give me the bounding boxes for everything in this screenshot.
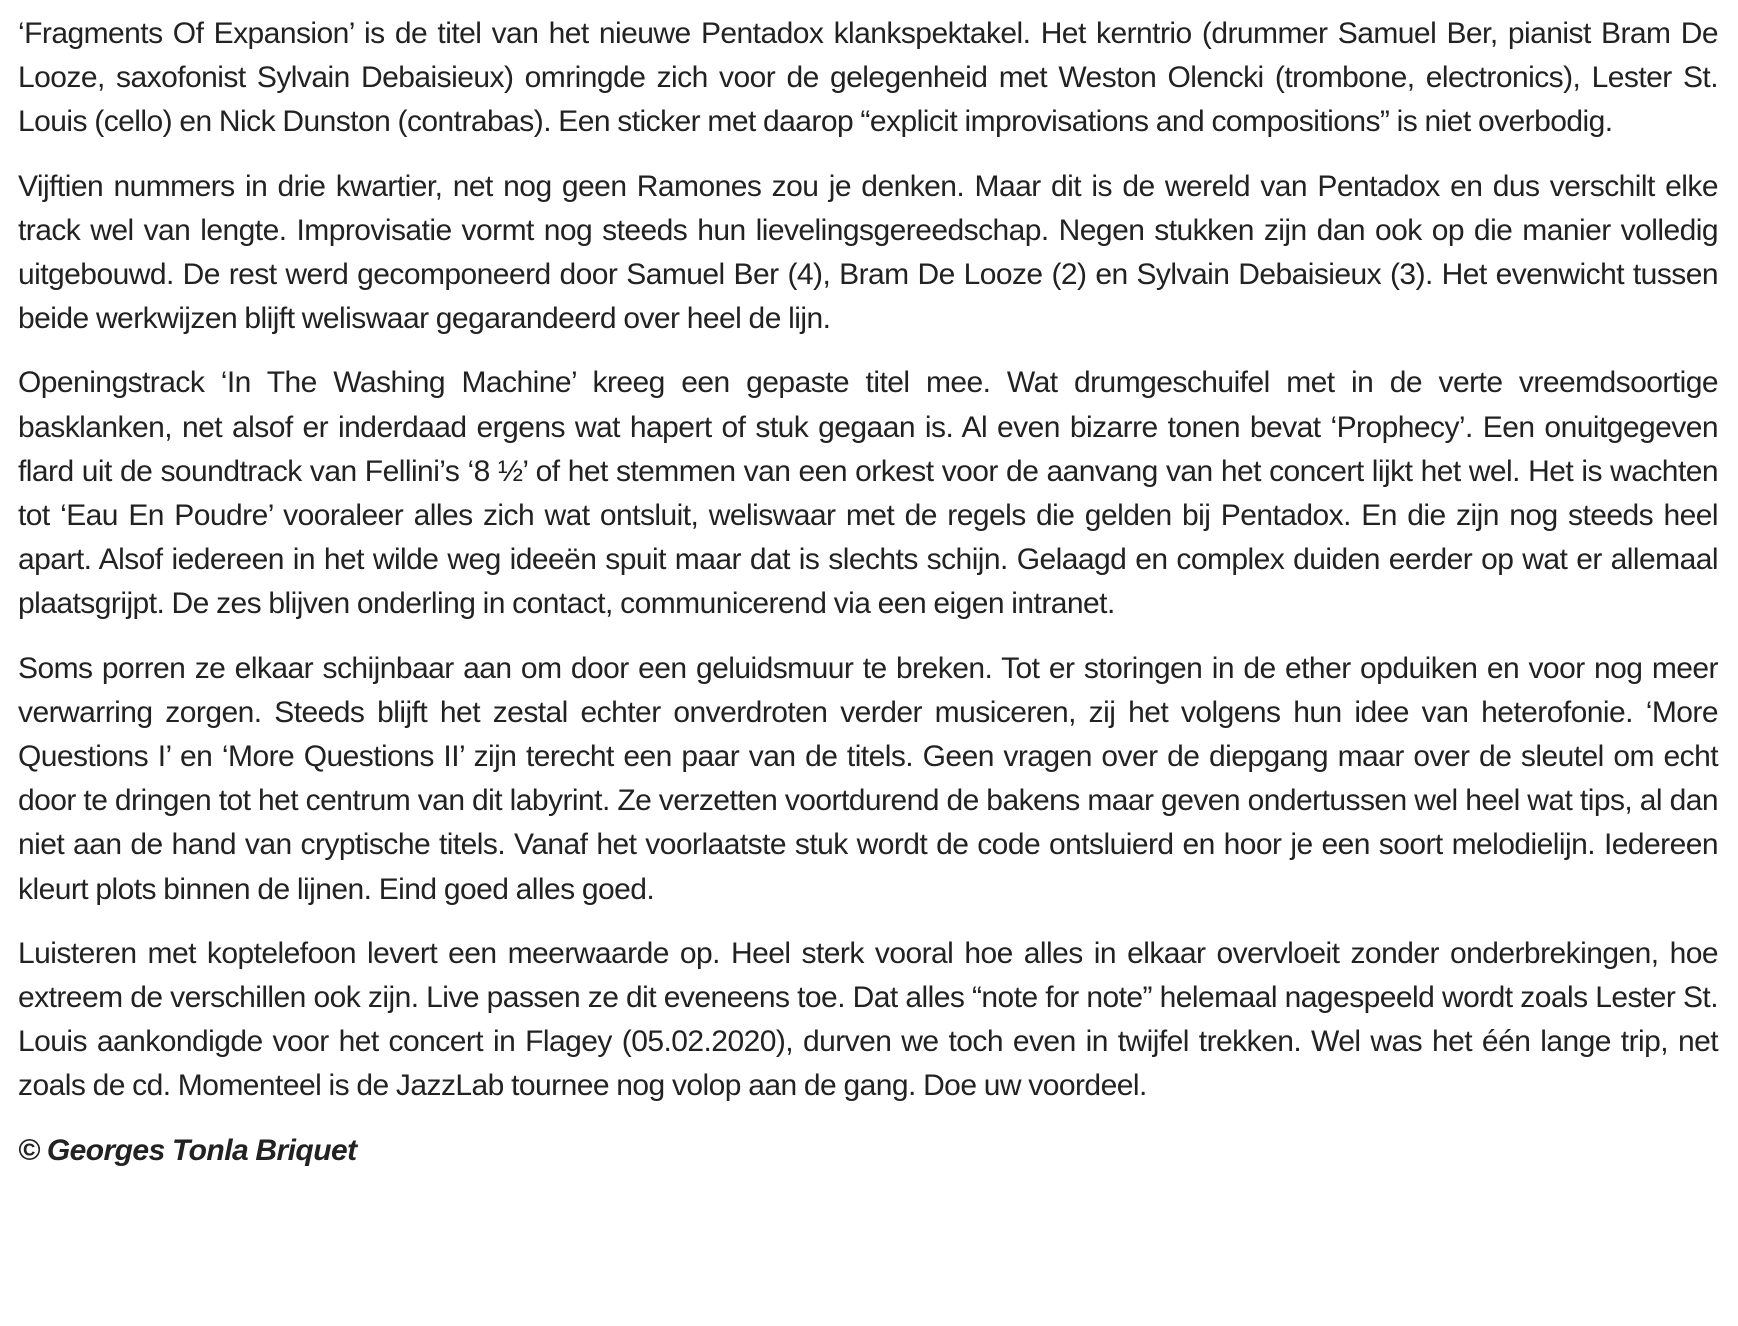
paragraph-tracks: Vijftien nummers in drie kwartier, net nog geen Ramones zou je denken. Maar dit is de wereld van Pentadox en dus verschilt elke track wel van lengte. Improvisatie vormt nog steeds hun lievelingsgereedschap. Negen stukken zijn dan ook op die manier volledig uitgebouwd. De rest werd gecomponeerd door Samuel Ber (4), Bram De Looze (2) en Sylvain Debaisieux (3). Het evenwicht tussen beide werkwijzen blijft weliswaar gegarandeerd over heel de lijn. [18,169,1718,336]
paragraph-conclusion: Luisteren met koptelefoon levert een meerwaarde op. Heel sterk vooral hoe alles in elkaar overvloeit zonder onderbrekingen, hoe extreem de verschillen ook zijn. Live passen ze dit eveneens toe. Dat alles “note for note” helemaal nagespeeld wordt zoals Lester St. Louis aankondigde voor het concert in Flagey (05.02.2020), durven we toch even in twijfel trekken. Wel was het één lange trip, net zoals de cd. Momenteel is de JazzLab tournee nog volop aan de gang. Doe uw voordeel. [18,936,1718,1103]
paragraph-intro: ‘Fragments Of Expansion’ is de titel van het nieuwe Pentadox klankspektakel. Het kerntrio (drummer Samuel Ber, pianist Bram De Looze, saxofonist Sylvain Debaisieux) omringde zich voor de gelegenheid met Weston Olencki (trombone, electronics), Lester St. Louis (cello) en Nick Dunston (contrabas). Een sticker met daarop “explicit improvisations and compositions” is niet overbodig. [18,17,1718,139]
paragraph-interplay: Soms porren ze elkaar schijnbaar aan om door een geluidsmuur te breken. Tot er storingen in de ether opduiken en voor nog meer verwarring zorgen. Steeds blijft het zestal echter onverdroten verder musiceren, zij het volgens hun idee van heterofonie. ‘More Questions I’ en ‘More Questions II’ zijn terecht een paar van de titels. Geen vragen over de diepgang maar over de sleutel om echt door te dringen tot het centrum van dit labyrint. Ze verzetten voortdurend de bakens maar geven ondertussen wel heel wat tips, al dan niet aan de hand van cryptische titels. Vanaf het voorlaatste stuk wordt de code ontsluierd en hoor je een soort melodielijn. Iedereen kleurt plots binnen de lijnen. Eind goed alles goed. [18,651,1718,906]
article-body [18,12,1718,1193]
author-credit: © Georges Tonla Briquet [18,1133,357,1167]
paragraph-opening-track: Openingstrack ‘In The Washing Machine’ kreeg een gepaste titel mee. Wat drumgeschuifel met in de verte vreemdsoortige basklanken, net alsof er inderdaad ergens wat hapert of stuk gegaan is. Al even bizarre tonen bevat ‘Prophecy’. Een onuitgegeven flard uit de soundtrack van Fellini’s ‘8 ½’ of het stemmen van een orkest voor de aanvang van het concert lijkt het wel. Het is wachten tot ‘Eau En Poudre’ vooraleer alles zich wat ontsluit, weliswaar met de regels die gelden bij Pentadox. En die zijn nog steeds heel apart. Alsof iedereen in het wilde weg ideeën spuit maar dat is slechts schijn. Gelaagd en complex duiden eerder op wat er allemaal plaatsgrijpt. De zes blijven onderling in contact, communicerend via een eigen intranet. [18,366,1718,621]
